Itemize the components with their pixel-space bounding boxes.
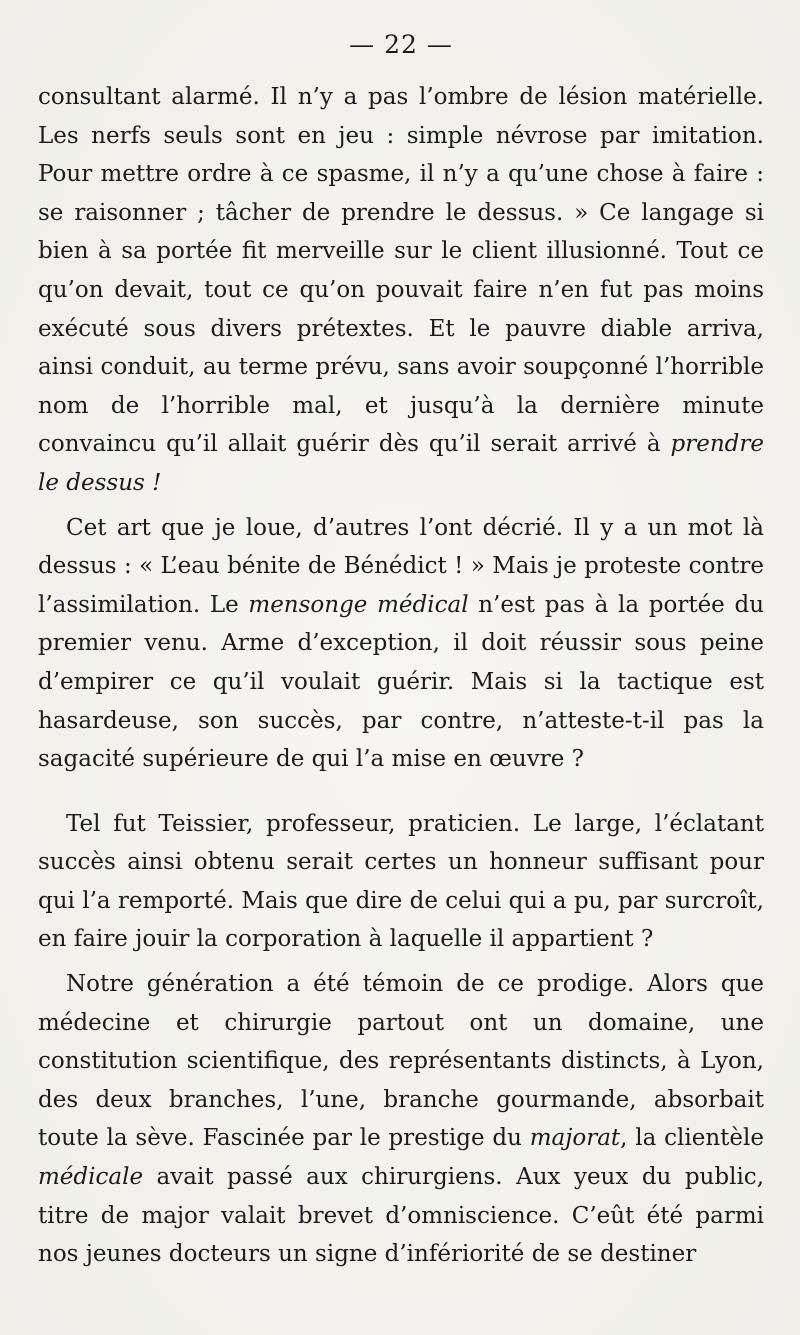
paragraph-4-text-a: Notre génération a été témoin de ce prodige. Alors que médecine et chirurgie partout ont un domaine, une constitution scientifique, des représentants distincts, à Lyon, des deux branches, l’une, branche gourmande, absorbait toute la sève. Fascinée par le prestige du — [38, 971, 764, 1152]
paragraph-1 — [38, 78, 764, 503]
paragraph-4-text-c: avait passé aux chirurgiens. Aux yeux du public, titre de major valait brevet d’omniscience. C’eût été parmi nos jeunes docteurs un signe d’infériorité de se destiner — [38, 1164, 764, 1268]
page-number: — 22 — — [349, 30, 453, 59]
paragraph-1-italic-phrase: prendre le dessus ! — [38, 431, 764, 496]
paragraph-2 — [38, 509, 764, 779]
paragraph-2-italic-phrase: mensonge médical — [248, 591, 469, 618]
paragraph-4-italic-majorat: majorat — [529, 1125, 621, 1152]
paragraph-1-text: consultant alarmé. Il n’y a pas l’ombre de lésion matérielle. Les nerfs seuls sont en jeu : simple névrose par imitation. Pour mettre ordre à ce spasme, il n’y a qu’une chose à faire : se raisonner ; tâcher de prendre le dessus. » Ce langage si bien à sa portée fit merveille sur le client illusionné. Tout ce qu’on devait, tout ce qu’on pouvait faire n’en fut pas moins exécuté sous divers prétextes. Et le pauvre diable arriva, ainsi conduit, au terme prévu, sans avoir soupçonné l’horrible nom de l’horrible mal, et jusqu’à la dernière minute convaincu qu’il allait guérir dès qu’il serait arrivé à — [38, 84, 764, 458]
paragraph-4 — [38, 965, 764, 1274]
paragraph-2-text-a: Cet art que je loue, d’autres l’ont décrié. Il y a un mot là dessus : « L’eau bénite de Bénédict ! » Mais je proteste contre l’assimilation. Le — [38, 514, 764, 618]
paragraph-3-text: Tel fut Teissier, professeur, praticien. Le large, l’éclatant succès ainsi obtenu serait certes un honneur suffisant pour qui l’a remporté. Mais que dire de celui qui a pu, par surcroît, en faire jouir la corporation à laquelle il appartient ? — [38, 810, 764, 953]
paragraph-4-italic-medicale: médicale — [38, 1164, 144, 1191]
paragraph-4-text-b: , la clientèle — [620, 1125, 764, 1152]
paragraph-3 — [38, 805, 764, 959]
paragraph-2-text-b: n’est pas à la portée du premier venu. Arme d’exception, il doit réussir sous peine d’empirer ce qu’il voulait guérir. Mais si la tactique est hasardeuse, son succès, par contre, n’atteste-t-il pas la sagacité supérieure de qui l’a mise en œuvre ? — [38, 591, 765, 773]
